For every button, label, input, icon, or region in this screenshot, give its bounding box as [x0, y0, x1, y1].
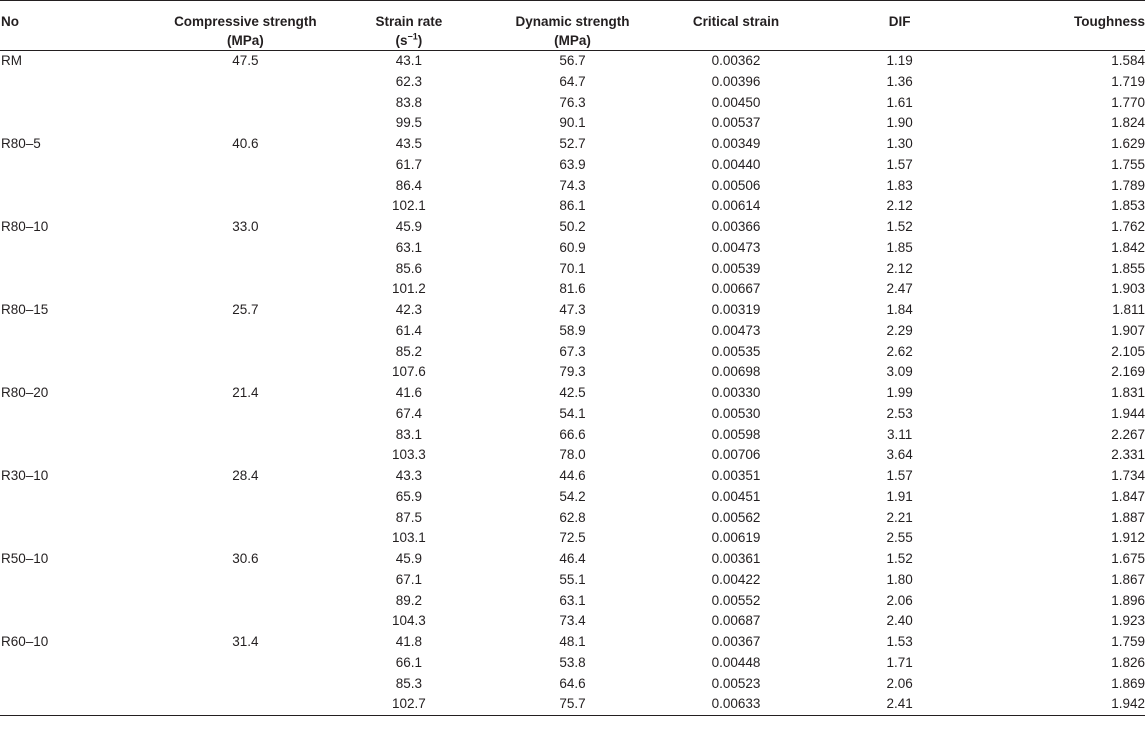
cell-strain-rate: 43.5 [395, 136, 423, 151]
table-row [0, 425, 1145, 446]
cell-no: R50–10 [1, 551, 49, 566]
cell-dynamic-strength: 67.3 [559, 343, 586, 359]
cell-no [0, 321, 164, 342]
cell-dif: 2.41 [818, 694, 982, 715]
cell-strain-rate: 101.2 [392, 281, 426, 297]
cell-dif: 2.12 [886, 198, 913, 214]
cell-toughness: 1.811 [1112, 302, 1145, 317]
table-row [0, 321, 1145, 342]
cell-compressive-strength: 28.4 [232, 468, 259, 483]
cell-dynamic-strength: 54.1 [559, 405, 586, 421]
cell-toughness: 1.789 [1111, 177, 1145, 193]
cell-dif: 1.84 [886, 302, 913, 317]
cell-dynamic-strength: 79.3 [559, 364, 586, 380]
cell-toughness: 1.923 [1111, 613, 1145, 629]
cell-toughness: 1.719 [1111, 73, 1145, 89]
cell-toughness: 1.853 [1111, 198, 1145, 214]
cell-compressive-strength [164, 694, 328, 715]
table-row [0, 487, 1145, 508]
cell-no [0, 176, 164, 197]
cell-compressive-strength [164, 176, 328, 197]
cell-compressive-strength [164, 653, 328, 674]
cell-critical-strain: 0.00396 [711, 73, 761, 89]
cell-critical-strain: 0.00506 [711, 177, 761, 193]
cell-dif: 1.61 [886, 94, 913, 110]
cell-no [0, 653, 164, 674]
cell-dynamic-strength: 44.6 [559, 468, 586, 483]
table-row [0, 591, 1145, 612]
table-row [0, 570, 1145, 591]
cell-strain-rate: 83.1 [395, 426, 423, 442]
cell-dynamic-strength: 70.1 [559, 260, 586, 276]
cell-no [0, 611, 164, 632]
cell-dynamic-strength: 63.9 [559, 156, 586, 172]
cell-no: RM [1, 53, 22, 68]
cell-dif: 1.85 [886, 239, 913, 255]
cell-strain-rate: 85.2 [395, 343, 423, 359]
table-row [0, 238, 1145, 259]
cell-dynamic-strength: 47.3 [559, 302, 586, 317]
cell-strain-rate: 102.1 [392, 198, 426, 214]
cell-critical-strain: 0.00535 [711, 343, 761, 359]
cell-toughness: 1.770 [1111, 94, 1145, 110]
cell-dif: 2.55 [886, 530, 913, 546]
cell-compressive-strength [164, 155, 328, 176]
cell-dif: 2.53 [886, 405, 913, 421]
header-strain-rate [327, 1, 491, 51]
cell-compressive-strength [164, 404, 328, 425]
cell-dif: 1.91 [886, 488, 913, 504]
cell-toughness: 1.842 [1111, 239, 1145, 255]
cell-toughness: 1.755 [1111, 156, 1145, 172]
table-row [0, 342, 1145, 363]
cell-compressive-strength [164, 72, 328, 93]
cell-critical-strain: 0.00619 [711, 530, 761, 546]
cell-toughness: 1.896 [1111, 592, 1145, 608]
cell-strain-rate: 42.3 [395, 302, 423, 317]
table-row [0, 466, 1145, 487]
cell-critical-strain: 0.00633 [654, 694, 818, 715]
cell-toughness: 2.169 [1111, 364, 1145, 380]
cell-strain-rate: 99.5 [395, 115, 423, 131]
cell-strain-rate: 41.6 [395, 385, 423, 400]
table-row [0, 279, 1145, 300]
table-row [0, 445, 1145, 466]
cell-dynamic-strength: 86.1 [559, 198, 586, 214]
cell-critical-strain: 0.00448 [711, 654, 761, 670]
cell-critical-strain: 0.00537 [711, 115, 761, 131]
table-row [0, 176, 1145, 197]
cell-dynamic-strength: 56.7 [559, 53, 586, 68]
cell-no [0, 674, 164, 695]
cell-compressive-strength: 25.7 [232, 302, 259, 317]
cell-compressive-strength [164, 528, 328, 549]
header-strain-line1: Strain rate [375, 14, 443, 29]
cell-compressive-strength [164, 611, 328, 632]
cell-critical-strain: 0.00361 [711, 551, 761, 566]
cell-dynamic-strength: 64.6 [559, 675, 586, 691]
cell-compressive-strength [164, 259, 328, 280]
cell-strain-rate: 107.6 [392, 364, 426, 380]
cell-strain-rate: 103.1 [392, 530, 426, 546]
cell-dynamic-strength: 63.1 [559, 592, 586, 608]
cell-dynamic-strength: 62.8 [559, 509, 586, 525]
cell-critical-strain: 0.00367 [711, 634, 761, 649]
cell-strain-rate: 62.3 [395, 73, 423, 89]
cell-dynamic-strength: 53.8 [559, 654, 586, 670]
cell-dif: 2.40 [886, 613, 913, 629]
cell-compressive-strength [164, 570, 328, 591]
cell-no [0, 487, 164, 508]
cell-toughness: 1.629 [1111, 136, 1145, 151]
cell-dynamic-strength: 78.0 [559, 447, 586, 463]
cell-dynamic-strength: 73.4 [559, 613, 586, 629]
cell-strain-rate: 85.6 [395, 260, 423, 276]
cell-compressive-strength [164, 93, 328, 114]
header-toughness: Toughness [981, 1, 1145, 51]
header-dynamic-line1: Dynamic strength [515, 14, 630, 29]
table-row [0, 528, 1145, 549]
cell-critical-strain: 0.00698 [711, 364, 761, 380]
cell-strain-rate: 61.7 [395, 156, 423, 172]
cell-no [0, 591, 164, 612]
cell-toughness: 2.267 [1111, 426, 1145, 442]
cell-compressive-strength: 30.6 [232, 551, 259, 566]
table-row [0, 549, 1145, 570]
table-row [0, 383, 1145, 404]
cell-toughness: 1.942 [981, 694, 1145, 715]
table-row [0, 300, 1145, 321]
cell-critical-strain: 0.00319 [711, 302, 761, 317]
cell-toughness: 1.944 [1111, 405, 1145, 421]
cell-strain-rate: 83.8 [395, 94, 423, 110]
header-compressive-line2: (MPa) [226, 33, 264, 48]
table-row [0, 72, 1145, 93]
cell-critical-strain: 0.00523 [711, 675, 761, 691]
cell-critical-strain: 0.00349 [711, 136, 761, 151]
cell-strain-rate: 104.3 [392, 613, 426, 629]
cell-compressive-strength [164, 362, 328, 383]
cell-critical-strain: 0.00440 [711, 156, 761, 172]
cell-dynamic-strength: 90.1 [559, 115, 586, 131]
cell-compressive-strength: 33.0 [232, 219, 259, 234]
table-row [0, 196, 1145, 217]
cell-dif: 1.53 [886, 634, 913, 649]
cell-no [0, 528, 164, 549]
cell-dynamic-strength: 55.1 [559, 571, 586, 587]
table-row [0, 674, 1145, 695]
cell-compressive-strength [164, 113, 328, 134]
cell-dynamic-strength: 76.3 [559, 94, 586, 110]
table-row [0, 508, 1145, 529]
cell-no [0, 72, 164, 93]
table-row [0, 632, 1145, 653]
header-row [0, 1, 1145, 51]
cell-strain-rate: 61.4 [395, 322, 423, 338]
cell-dif: 2.62 [886, 343, 913, 359]
cell-dif: 3.09 [886, 364, 913, 380]
cell-strain-rate: 86.4 [395, 177, 423, 193]
cell-no [0, 155, 164, 176]
cell-dif: 1.57 [886, 468, 913, 483]
cell-no [0, 570, 164, 591]
table-row [0, 362, 1145, 383]
cell-dif: 2.21 [886, 509, 913, 525]
header-dynamic-strength [491, 1, 655, 51]
table-row [0, 134, 1145, 155]
cell-critical-strain: 0.00552 [711, 592, 761, 608]
cell-critical-strain: 0.00473 [711, 239, 761, 255]
cell-critical-strain: 0.00422 [711, 571, 761, 587]
cell-critical-strain: 0.00667 [711, 281, 761, 297]
cell-dif: 2.12 [886, 260, 913, 276]
cell-compressive-strength [164, 487, 328, 508]
cell-dif: 2.29 [886, 322, 913, 338]
table-row [0, 404, 1145, 425]
cell-no [0, 694, 164, 715]
header-strain-line2: $(s^{-1})$ [395, 31, 423, 48]
cell-dif: 1.90 [886, 115, 913, 131]
header-compressive-line1: Compressive strength [174, 14, 317, 29]
cell-compressive-strength [164, 508, 328, 529]
cell-toughness: 1.907 [1111, 322, 1145, 338]
cell-no [0, 259, 164, 280]
cell-toughness: 2.331 [1111, 447, 1145, 463]
cell-strain-rate: 41.8 [395, 634, 423, 649]
cell-dynamic-strength: 54.2 [559, 488, 586, 504]
cell-compressive-strength: 21.4 [232, 385, 259, 400]
cell-strain-rate: 45.9 [395, 551, 423, 566]
cell-no [0, 93, 164, 114]
cell-compressive-strength [164, 342, 328, 363]
cell-no [0, 404, 164, 425]
cell-dif: 1.83 [886, 177, 913, 193]
table-row [0, 113, 1145, 134]
table-row [0, 653, 1145, 674]
cell-strain-rate: 67.1 [395, 571, 423, 587]
cell-dynamic-strength: 52.7 [559, 136, 586, 151]
cell-dif: 1.30 [886, 136, 913, 151]
cell-compressive-strength: 40.6 [232, 136, 259, 151]
cell-no: R80–20 [1, 385, 49, 400]
cell-dynamic-strength: 72.5 [559, 530, 586, 546]
cell-strain-rate: 63.1 [395, 239, 423, 255]
cell-dif: 2.47 [886, 281, 913, 297]
cell-critical-strain: 0.00473 [711, 322, 761, 338]
cell-compressive-strength: 31.4 [232, 634, 259, 649]
cell-strain-rate: 89.2 [395, 592, 423, 608]
cell-dif: 1.52 [886, 219, 913, 234]
cell-critical-strain: 0.00450 [711, 94, 761, 110]
cell-no: R80–15 [1, 302, 49, 317]
cell-no [0, 113, 164, 134]
cell-toughness: 1.584 [1111, 53, 1145, 68]
cell-critical-strain: 0.00530 [711, 405, 761, 421]
table-row [0, 611, 1145, 632]
cell-no: R60–10 [1, 634, 49, 649]
cell-compressive-strength [164, 238, 328, 259]
cell-compressive-strength [164, 674, 328, 695]
cell-toughness: 1.912 [1111, 530, 1145, 546]
cell-dynamic-strength: 60.9 [559, 239, 586, 255]
cell-no [0, 425, 164, 446]
cell-strain-rate: 45.9 [395, 219, 423, 234]
header-compressive-strength [164, 1, 328, 51]
cell-toughness: 1.734 [1111, 468, 1145, 483]
cell-dif: 1.36 [886, 73, 913, 89]
cell-toughness: 1.824 [1111, 115, 1145, 131]
cell-strain-rate: 43.1 [395, 53, 423, 68]
cell-toughness: 1.759 [1111, 634, 1145, 649]
cell-no [0, 508, 164, 529]
cell-dynamic-strength: 42.5 [559, 385, 586, 400]
cell-critical-strain: 0.00451 [711, 488, 761, 504]
cell-no: R30–10 [1, 468, 49, 483]
cell-strain-rate: 102.7 [327, 694, 491, 715]
header-dif: DIF [818, 1, 982, 51]
table-row [0, 259, 1145, 280]
cell-strain-rate: 43.3 [395, 468, 423, 483]
cell-compressive-strength [164, 445, 328, 466]
cell-compressive-strength [164, 591, 328, 612]
cell-compressive-strength [164, 425, 328, 446]
cell-no [0, 362, 164, 383]
cell-critical-strain: 0.00706 [711, 447, 761, 463]
cell-dynamic-strength: 81.6 [559, 281, 586, 297]
table-row [0, 217, 1145, 238]
cell-critical-strain: 0.00351 [711, 468, 761, 483]
cell-dynamic-strength: 48.1 [559, 634, 586, 649]
cell-no: R80–10 [1, 219, 49, 234]
cell-strain-rate: 103.3 [392, 447, 426, 463]
cell-no [0, 342, 164, 363]
cell-toughness: 1.867 [1111, 571, 1145, 587]
cell-strain-rate: 85.3 [395, 675, 423, 691]
cell-toughness: 1.762 [1111, 219, 1145, 234]
cell-dynamic-strength: 75.7 [491, 694, 655, 715]
cell-dynamic-strength: 66.6 [559, 426, 586, 442]
header-critical-strain: Critical strain [654, 1, 818, 51]
cell-toughness: 1.847 [1111, 488, 1145, 504]
cell-dynamic-strength: 46.4 [559, 551, 586, 566]
cell-strain-rate: 87.5 [395, 509, 423, 525]
cell-toughness: 1.903 [1111, 281, 1145, 297]
cell-toughness: 2.105 [1111, 343, 1145, 359]
cell-dynamic-strength: 58.9 [559, 322, 586, 338]
cell-dynamic-strength: 50.2 [559, 219, 586, 234]
cell-strain-rate: 67.4 [395, 405, 423, 421]
cell-compressive-strength [164, 279, 328, 300]
cell-dif: 1.57 [886, 156, 913, 172]
table-row [0, 51, 1145, 72]
cell-dynamic-strength: 74.3 [559, 177, 586, 193]
cell-no [0, 279, 164, 300]
cell-critical-strain: 0.00687 [711, 613, 761, 629]
cell-toughness: 1.831 [1111, 385, 1145, 400]
cell-toughness: 1.826 [1111, 654, 1145, 670]
cell-critical-strain: 0.00562 [711, 509, 761, 525]
cell-dif: 2.06 [886, 592, 913, 608]
cell-strain-rate: 66.1 [395, 654, 423, 670]
header-dynamic-line2: (MPa) [554, 33, 591, 48]
cell-dif: 1.52 [886, 551, 913, 566]
table-row [0, 155, 1145, 176]
cell-toughness: 1.675 [1111, 551, 1145, 566]
cell-no [0, 196, 164, 217]
cell-critical-strain: 0.00539 [711, 260, 761, 276]
cell-critical-strain: 0.00362 [711, 53, 761, 68]
cell-compressive-strength [164, 321, 328, 342]
cell-no [0, 445, 164, 466]
cell-critical-strain: 0.00614 [711, 198, 761, 214]
cell-toughness: 1.855 [1111, 260, 1145, 276]
cell-dif: 1.80 [886, 571, 913, 587]
table-row [0, 93, 1145, 114]
cell-dif: 1.71 [886, 654, 913, 670]
cell-dynamic-strength: 64.7 [559, 73, 586, 89]
cell-toughness: 1.869 [1111, 675, 1145, 691]
cell-no [0, 238, 164, 259]
cell-dif: 1.19 [886, 53, 913, 68]
table-header [0, 1, 1145, 51]
cell-dif: 2.06 [886, 675, 913, 691]
cell-dif: 3.11 [886, 426, 913, 442]
cell-critical-strain: 0.00366 [711, 219, 761, 234]
cell-critical-strain: 0.00330 [711, 385, 761, 400]
table-body [0, 51, 1145, 716]
cell-dif: 3.64 [886, 447, 913, 463]
cell-dif: 1.99 [886, 385, 913, 400]
cell-compressive-strength [164, 196, 328, 217]
table-row [0, 694, 1145, 715]
cell-toughness: 1.887 [1111, 509, 1145, 525]
cell-compressive-strength: 47.5 [232, 53, 259, 68]
cell-strain-rate: 65.9 [395, 488, 423, 504]
cell-critical-strain: 0.00598 [711, 426, 761, 442]
cell-no: R80–5 [1, 136, 41, 151]
header-no: No [0, 1, 164, 51]
